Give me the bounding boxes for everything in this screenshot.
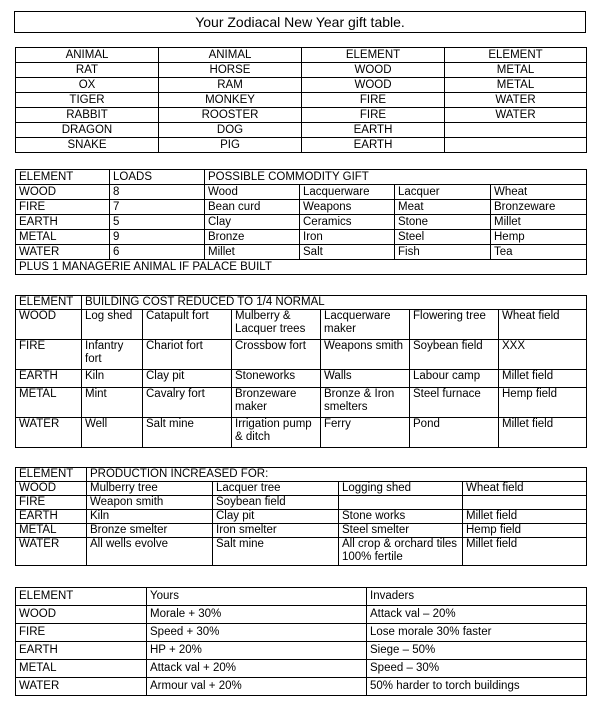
table-cell: FIRE xyxy=(302,93,445,108)
table-cell: Millet field xyxy=(463,510,587,524)
table-cell: Pond xyxy=(410,418,499,448)
table-cell: Lose morale 30% faster xyxy=(367,624,587,642)
table-cell: Chariot fort xyxy=(143,340,232,370)
table-header-row xyxy=(16,588,587,606)
table-row xyxy=(16,606,587,624)
table-cell: WOOD xyxy=(16,482,87,496)
table-cell: RAT xyxy=(16,63,159,78)
table-cell: METAL xyxy=(445,63,587,78)
table-cell: 9 xyxy=(110,230,205,245)
table-cell: SNAKE xyxy=(16,138,159,153)
table-cell: FIRE xyxy=(302,108,445,123)
table-cell: Ferry xyxy=(321,418,410,448)
table-cell: FIRE xyxy=(16,496,87,510)
table-cell: TIGER xyxy=(16,93,159,108)
table-footer-row xyxy=(16,260,587,275)
table-cell: Armour val + 20% xyxy=(147,678,367,696)
table-cell xyxy=(445,138,587,153)
table-cell: Millet field xyxy=(463,538,587,566)
table-cell: EARTH xyxy=(16,215,110,230)
table-cell: Iron smelter xyxy=(213,524,339,538)
table-cell: Cavalry fort xyxy=(143,388,232,418)
table-cell: DOG xyxy=(159,123,302,138)
table-row xyxy=(16,245,587,260)
table-cell: XXX xyxy=(499,340,587,370)
table-cell: Infantry fort xyxy=(82,340,143,370)
table-cell: WATER xyxy=(16,418,82,448)
table-row xyxy=(16,108,587,123)
table-cell: EARTH xyxy=(16,510,87,524)
table-cell: RABBIT xyxy=(16,108,159,123)
table-header-row xyxy=(16,468,587,482)
table-row xyxy=(16,63,587,78)
table-row xyxy=(16,370,587,388)
table-cell: Irrigation pump & ditch xyxy=(232,418,321,448)
table-cell: Salt xyxy=(300,245,395,260)
table-cell: 6 xyxy=(110,245,205,260)
table-cell: METAL xyxy=(16,230,110,245)
table-cell: Logging shed xyxy=(339,482,463,496)
table-cell: 7 xyxy=(110,200,205,215)
header-cell: Invaders xyxy=(367,588,587,606)
header-cell: PRODUCTION INCREASED FOR: xyxy=(87,468,587,482)
table-row xyxy=(16,642,587,660)
header-cell: ELEMENT xyxy=(16,296,82,310)
table-cell: Bronzeware xyxy=(491,200,587,215)
table-cell: DRAGON xyxy=(16,123,159,138)
header-cell: ELEMENT xyxy=(16,588,147,606)
header-cell: BUILDING COST REDUCED TO 1/4 NORMAL xyxy=(82,296,587,310)
table-cell: Iron xyxy=(300,230,395,245)
table-cell: Speed – 30% xyxy=(367,660,587,678)
table-cell: Millet field xyxy=(499,370,587,388)
table-cell: Mint xyxy=(82,388,143,418)
table-cell xyxy=(463,496,587,510)
table-cell: RAM xyxy=(159,78,302,93)
table-cell: WATER xyxy=(16,678,147,696)
table-cell: 50% harder to torch buildings xyxy=(367,678,587,696)
table-cell: Log shed xyxy=(82,310,143,340)
table-cell: WOOD xyxy=(16,310,82,340)
table-row xyxy=(16,93,587,108)
table-cell: Crossbow fort xyxy=(232,340,321,370)
header-cell: ELEMENT xyxy=(16,468,87,482)
table-cell: Steel xyxy=(395,230,491,245)
table-cell: FIRE xyxy=(16,624,147,642)
table-row xyxy=(16,78,587,93)
table-cell: WATER xyxy=(16,245,110,260)
header-cell: Yours xyxy=(147,588,367,606)
table-cell: FIRE xyxy=(16,340,82,370)
table-row xyxy=(16,310,587,340)
table-row xyxy=(16,524,587,538)
table-cell: Steel smelter xyxy=(339,524,463,538)
table-cell: Salt mine xyxy=(213,538,339,566)
table-cell: Weapons smith xyxy=(321,340,410,370)
table-cell: EARTH xyxy=(16,642,147,660)
table-cell: Clay xyxy=(205,215,300,230)
table-cell: Wheat xyxy=(491,185,587,200)
table-cell: Kiln xyxy=(82,370,143,388)
table-cell: 8 xyxy=(110,185,205,200)
animal-element-table xyxy=(15,47,587,153)
table-row xyxy=(16,185,587,200)
table-row xyxy=(16,340,587,370)
table-cell: METAL xyxy=(16,660,147,678)
table-cell: WATER xyxy=(445,108,587,123)
table-row xyxy=(16,123,587,138)
table-cell xyxy=(445,123,587,138)
table-cell: METAL xyxy=(16,388,82,418)
table-cell: All crop & orchard tiles 100% fertile xyxy=(339,538,463,566)
table-cell: Soybean field xyxy=(213,496,339,510)
table-cell: Fish xyxy=(395,245,491,260)
table-row xyxy=(16,678,587,696)
table-cell: Millet xyxy=(491,215,587,230)
table-cell: Clay pit xyxy=(143,370,232,388)
table-cell: PIG xyxy=(159,138,302,153)
table-cell: Lacquerware xyxy=(300,185,395,200)
table-cell: Meat xyxy=(395,200,491,215)
page-title: Your Zodiacal New Year gift table. xyxy=(14,11,586,33)
table-header-row xyxy=(16,48,587,63)
table-header-row xyxy=(16,170,587,185)
table-cell: METAL xyxy=(445,78,587,93)
table-cell: WOOD xyxy=(302,78,445,93)
table-cell: Wood xyxy=(205,185,300,200)
effects-table xyxy=(15,587,587,696)
table-cell: Millet field xyxy=(499,418,587,448)
table-cell: EARTH xyxy=(302,123,445,138)
table-cell: Siege – 50% xyxy=(367,642,587,660)
table-cell: WOOD xyxy=(16,185,110,200)
table-row xyxy=(16,230,587,245)
header-cell: ELEMENT xyxy=(16,170,110,185)
palace-note: PLUS 1 MANAGERIE ANIMAL IF PALACE BUILT xyxy=(16,260,587,275)
header-cell: ANIMAL xyxy=(159,48,302,63)
header-cell: LOADS xyxy=(110,170,205,185)
table-cell: Salt mine xyxy=(143,418,232,448)
header-cell: POSSIBLE COMMODITY GIFT xyxy=(205,170,587,185)
table-cell: OX xyxy=(16,78,159,93)
table-cell: Clay pit xyxy=(213,510,339,524)
table-cell: HORSE xyxy=(159,63,302,78)
table-cell: EARTH xyxy=(302,138,445,153)
table-cell: Bronze & Iron smelters xyxy=(321,388,410,418)
table-cell: Hemp xyxy=(491,230,587,245)
table-row xyxy=(16,510,587,524)
table-cell: Lacquerware maker xyxy=(321,310,410,340)
building-cost-table xyxy=(15,295,587,448)
table-cell: Kiln xyxy=(87,510,213,524)
table-row xyxy=(16,388,587,418)
table-cell: WATER xyxy=(16,538,87,566)
table-cell: Bronze smelter xyxy=(87,524,213,538)
header-cell: ANIMAL xyxy=(16,48,159,63)
table-cell: Steel furnace xyxy=(410,388,499,418)
table-cell: Stone works xyxy=(339,510,463,524)
table-cell: 5 xyxy=(110,215,205,230)
table-cell: FIRE xyxy=(16,200,110,215)
table-cell: All wells evolve xyxy=(87,538,213,566)
table-row xyxy=(16,660,587,678)
table-cell: METAL xyxy=(16,524,87,538)
table-cell: Walls xyxy=(321,370,410,388)
table-cell: Wheat field xyxy=(499,310,587,340)
table-cell: Hemp field xyxy=(463,524,587,538)
table-cell: Hemp field xyxy=(499,388,587,418)
table-cell: Bean curd xyxy=(205,200,300,215)
table-cell: Stone xyxy=(395,215,491,230)
table-cell: Wheat field xyxy=(463,482,587,496)
table-cell: Mulberry & Lacquer trees xyxy=(232,310,321,340)
table-cell: Tea xyxy=(491,245,587,260)
table-cell: Millet xyxy=(205,245,300,260)
header-cell: ELEMENT xyxy=(302,48,445,63)
table-row xyxy=(16,538,587,566)
table-cell: Stoneworks xyxy=(232,370,321,388)
table-cell: Catapult fort xyxy=(143,310,232,340)
table-row xyxy=(16,482,587,496)
table-cell: WOOD xyxy=(302,63,445,78)
table-cell: Lacquer tree xyxy=(213,482,339,496)
table-cell: WATER xyxy=(445,93,587,108)
table-cell: HP + 20% xyxy=(147,642,367,660)
table-cell: Ceramics xyxy=(300,215,395,230)
table-row xyxy=(16,418,587,448)
table-cell: Labour camp xyxy=(410,370,499,388)
table-cell: Well xyxy=(82,418,143,448)
table-cell: Weapon smith xyxy=(87,496,213,510)
table-cell: Lacquer xyxy=(395,185,491,200)
table-cell: EARTH xyxy=(16,370,82,388)
table-cell: ROOSTER xyxy=(159,108,302,123)
header-cell: ELEMENT xyxy=(445,48,587,63)
table-cell: Soybean field xyxy=(410,340,499,370)
table-row xyxy=(16,496,587,510)
production-table xyxy=(15,467,587,566)
table-cell: WOOD xyxy=(16,606,147,624)
table-cell: Attack val – 20% xyxy=(367,606,587,624)
table-cell: Mulberry tree xyxy=(87,482,213,496)
table-cell: MONKEY xyxy=(159,93,302,108)
commodity-gift-table xyxy=(15,169,587,275)
table-cell: Speed + 30% xyxy=(147,624,367,642)
table-row xyxy=(16,624,587,642)
table-row xyxy=(16,138,587,153)
table-row xyxy=(16,200,587,215)
table-header-row xyxy=(16,296,587,310)
table-cell: Weapons xyxy=(300,200,395,215)
table-cell: Morale + 30% xyxy=(147,606,367,624)
table-cell xyxy=(339,496,463,510)
table-cell: Bronze xyxy=(205,230,300,245)
table-row xyxy=(16,215,587,230)
table-cell: Bronzeware maker xyxy=(232,388,321,418)
table-cell: Attack val + 20% xyxy=(147,660,367,678)
table-cell: Flowering tree xyxy=(410,310,499,340)
